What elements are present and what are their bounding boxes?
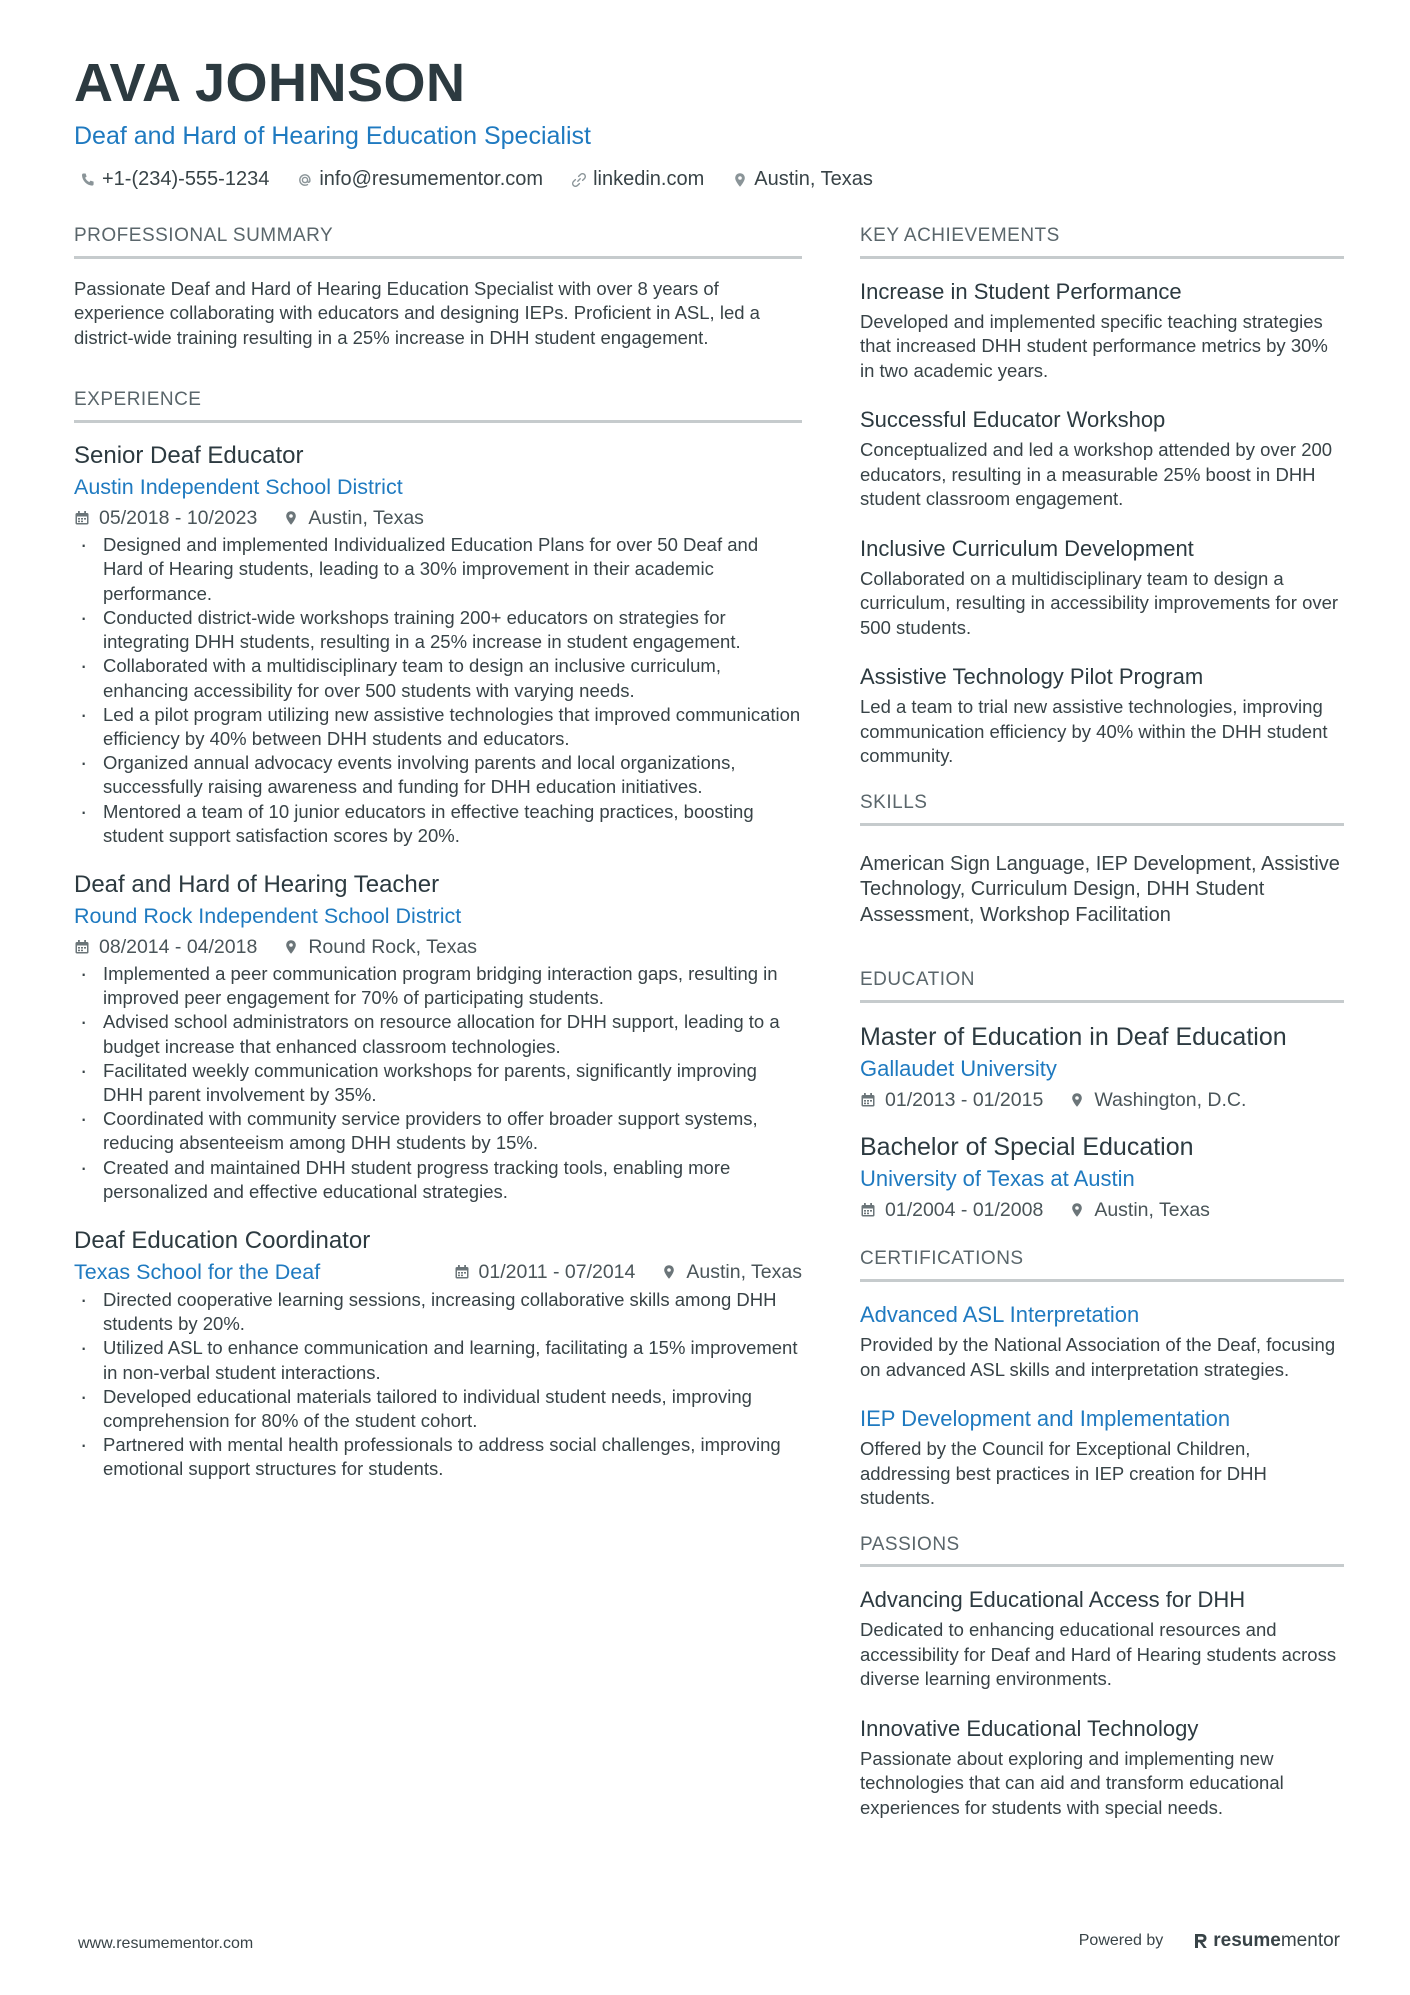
achievement-title: Inclusive Curriculum Development [860,535,1194,561]
job-bullets [74,533,802,848]
calendar-icon [860,1092,876,1108]
education-meta [860,1085,1344,1115]
job-title: Deaf and Hard of Hearing Teacher [74,870,440,898]
brand-mark-icon [1193,1932,1209,1950]
candidate-name: AVA JOHNSON [74,53,466,113]
job-dates-text: 08/2014 - 04/2018 [99,935,258,958]
bullet-item: · Utilized ASL to enhance communication and learning, facilitating a 15% improvement in non-verbal student interactions. [74,1336,802,1384]
achievement-item [860,277,1344,384]
powered-by-label: Powered by [1078,1932,1164,1949]
passion-title: Innovative Educational Technology [860,1715,1199,1741]
contact-linkedin[interactable] [571,168,704,191]
bullet-item: · Designed and implemented Individualized Education Plans for over 50 Deaf and Hard of Hearing students, leading to a 30% improvement in their academic performance. [74,533,802,606]
education-item [860,1021,1344,1115]
job-dates [74,503,257,533]
job-location-text: Austin, Texas [686,1260,802,1283]
bullet-item: · Collaborated with a multidisciplinary team to design an inclusive curriculum, enhancing accessibility for over 500 students with varying needs. [74,654,802,702]
candidate-title: Deaf and Hard of Hearing Education Specialist [74,122,591,150]
education-dates-text: 01/2013 - 01/2015 [885,1089,1044,1112]
job-title: Deaf Education Coordinator [74,1226,371,1254]
education-location-text: Austin, Texas [1094,1199,1210,1222]
phone-text: +1-(234)-555-1234 [102,168,270,190]
certification-item [860,1300,1344,1382]
education-dates [860,1085,1043,1115]
skills-section [860,793,1344,928]
at-icon [297,172,313,188]
contact-email[interactable] [297,168,543,191]
calendar-icon [454,1264,470,1280]
job-company[interactable]: Austin Independent School District [74,475,403,500]
education-degree: Bachelor of Special Education [860,1133,1194,1162]
achievement-title: Assistive Technology Pilot Program [860,664,1204,690]
footer-branding [1079,1930,1340,1952]
bullet-item: · Advised school administrators on resource allocation for DHH support, leading to a budget increase that enhanced classroom technologies. [74,1010,802,1058]
passion-text: Passionate about exploring and implementing new technologies that can aid and transform educational experiences for students with special needs. [860,1747,1284,1818]
education-item [860,1131,1344,1225]
job-location [661,1257,802,1287]
job-bullets [74,1288,802,1482]
certification-title[interactable]: IEP Development and Implementation [860,1406,1231,1432]
job-entry [74,1226,802,1482]
passion-item [860,1585,1344,1692]
left-column [74,226,802,1504]
job-company-row [74,1256,802,1288]
passion-text: Dedicated to enhancing educational resources and accessibility for Deaf and Hard of Hearing students across diverse learning environments. [860,1619,1337,1690]
job-location-text: Austin, Texas [308,507,424,530]
location-pin-icon [732,172,748,188]
certification-text: Offered by the Council for Exceptional Children, addressing best practices in IEP creation for DHH students. [860,1438,1267,1509]
contact-bar [80,168,901,191]
job-dates-text: 01/2011 - 07/2014 [478,1260,636,1283]
location-pin-icon [1069,1202,1085,1218]
achievement-item [860,534,1344,641]
achievement-text: Developed and implemented specific teaching strategies that increased DHH student performance metrics by 30% in two academic years. [860,310,1328,381]
passion-item [860,1714,1344,1821]
bullet-item: · Developed educational materials tailored to individual student needs, improving comprehension for 80% of the student cohort. [74,1385,802,1433]
achievement-text: Collaborated on a multidisciplinary team to design a curriculum, resulting in accessibility improvements for over 500 students. [860,567,1339,638]
education-school[interactable]: University of Texas at Austin [860,1166,1135,1192]
calendar-icon [74,510,90,526]
education-location [1069,1195,1210,1225]
passions-section [860,1535,1344,1821]
certifications-section [860,1249,1344,1510]
job-entry [74,870,802,1204]
certifications-heading: CERTIFICATIONS [860,1249,1344,1282]
location-text: Austin, Texas [754,168,873,190]
education-dates [860,1195,1043,1225]
job-company[interactable]: Texas School for the Deaf [74,1259,321,1284]
job-dates [74,932,257,962]
education-section [860,970,1344,1225]
bullet-item: · Coordinated with community service providers to offer broader support systems, reducing absenteeism among DHH students by 15%. [74,1107,802,1155]
job-entry [74,441,802,848]
education-dates-text: 01/2004 - 01/2008 [885,1199,1044,1222]
summary-heading: PROFESSIONAL SUMMARY [74,226,802,259]
job-location [283,503,424,533]
summary-text: Passionate Deaf and Hard of Hearing Education Specialist with over 8 years of experience collaborating with educators and designing IEPs. Proficient in ASL, led a district-wide training resulting in a 25% increase in DHH student engagement. [74,277,760,348]
bullet-item: · Implemented a peer communication program bridging interaction gaps, resulting in improved peer engagement for 70% of participating students. [74,962,802,1010]
bullet-item: · Led a pilot program utilizing new assistive technologies that improved communication efficiency by 40% between DHH students and educators. [74,703,802,751]
location-pin-icon [283,939,299,955]
location-pin-icon [283,510,299,526]
certification-item [860,1404,1344,1511]
achievement-title: Increase in Student Performance [860,278,1182,304]
calendar-icon [860,1202,876,1218]
job-location [283,932,477,962]
location-pin-icon [661,1264,677,1280]
right-column [860,226,1344,1844]
achievement-text: Conceptualized and led a workshop attended by over 200 educators, resulting in a measurable 25% boost in DHH student classroom engagement. [860,439,1333,510]
achievement-text: Led a team to trial new assistive technologies, improving communication efficiency by 40% within the DHH student community. [860,696,1328,767]
job-bullets [74,962,802,1204]
experience-heading: EXPERIENCE [74,390,802,423]
email-text: info@resumementor.com [319,168,544,190]
education-degree: Master of Education in Deaf Education [860,1023,1287,1052]
brand-rest-text: mentor [1280,1930,1340,1951]
phone-icon [80,172,96,188]
job-dates [454,1257,636,1287]
skills-text: American Sign Language, IEP Development, Assistive Technology, Curriculum Design, DHH Student Assessment, Workshop Facilitation [860,852,1340,926]
job-meta [74,932,802,962]
passion-title: Advancing Educational Access for DHH [860,1587,1246,1613]
job-meta [74,503,802,533]
passions-heading: PASSIONS [860,1535,1344,1568]
certification-title[interactable]: Advanced ASL Interpretation [860,1302,1140,1328]
brand-bold-text: resume [1213,1930,1281,1951]
education-heading: EDUCATION [860,970,1344,1003]
bullet-item: · Partnered with mental health professionals to address social challenges, improving emotional support structures for students. [74,1433,802,1481]
achievement-item [860,405,1344,512]
education-school[interactable]: Gallaudet University [860,1056,1057,1082]
job-location-text: Round Rock, Texas [308,935,478,958]
education-meta [860,1195,1344,1225]
calendar-icon [74,939,90,955]
bullet-item: · Directed cooperative learning sessions, increasing collaborative skills among DHH students by 20%. [74,1288,802,1336]
bullet-item: · Mentored a team of 10 junior educators in effective teaching practices, boosting student support satisfaction scores by 20%. [74,800,802,848]
achievements-section [860,226,1344,769]
achievement-title: Successful Educator Workshop [860,407,1166,433]
summary-section [74,226,802,350]
contact-location [732,168,873,191]
experience-section [74,390,802,1481]
linkedin-text: linkedin.com [593,168,705,190]
education-location [1069,1085,1246,1115]
job-dates-text: 05/2018 - 10/2023 [99,507,258,530]
bullet-item: · Facilitated weekly communication workshops for parents, significantly improving DHH parent involvement by 35%. [74,1059,802,1107]
bullet-item: · Conducted district-wide workshops training 200+ educators on strategies for integrating DHH students, resulting in a 25% increase in student engagement. [74,606,802,654]
education-location-text: Washington, D.C. [1094,1089,1247,1112]
location-pin-icon [1069,1092,1085,1108]
achievements-heading: KEY ACHIEVEMENTS [860,226,1344,259]
contact-phone[interactable] [80,168,269,191]
job-title: Senior Deaf Educator [74,442,304,470]
bullet-item: · Organized annual advocacy events involving parents and local organizations, successfully raising awareness and funding for DHH education initiatives. [74,751,802,799]
certification-text: Provided by the National Association of the Deaf, focusing on advanced ASL skills and interpretation strategies. [860,1334,1336,1380]
footer-website[interactable]: www.resumementor.com [78,1935,254,1952]
bullet-item: · Created and maintained DHH student progress tracking tools, enabling more personalized and effective educational strategies. [74,1156,802,1204]
brand-logo[interactable] [1193,1930,1340,1952]
achievement-item [860,662,1344,769]
job-company[interactable]: Round Rock Independent School District [74,903,462,928]
skills-heading: SKILLS [860,793,1344,826]
link-icon [571,172,587,188]
